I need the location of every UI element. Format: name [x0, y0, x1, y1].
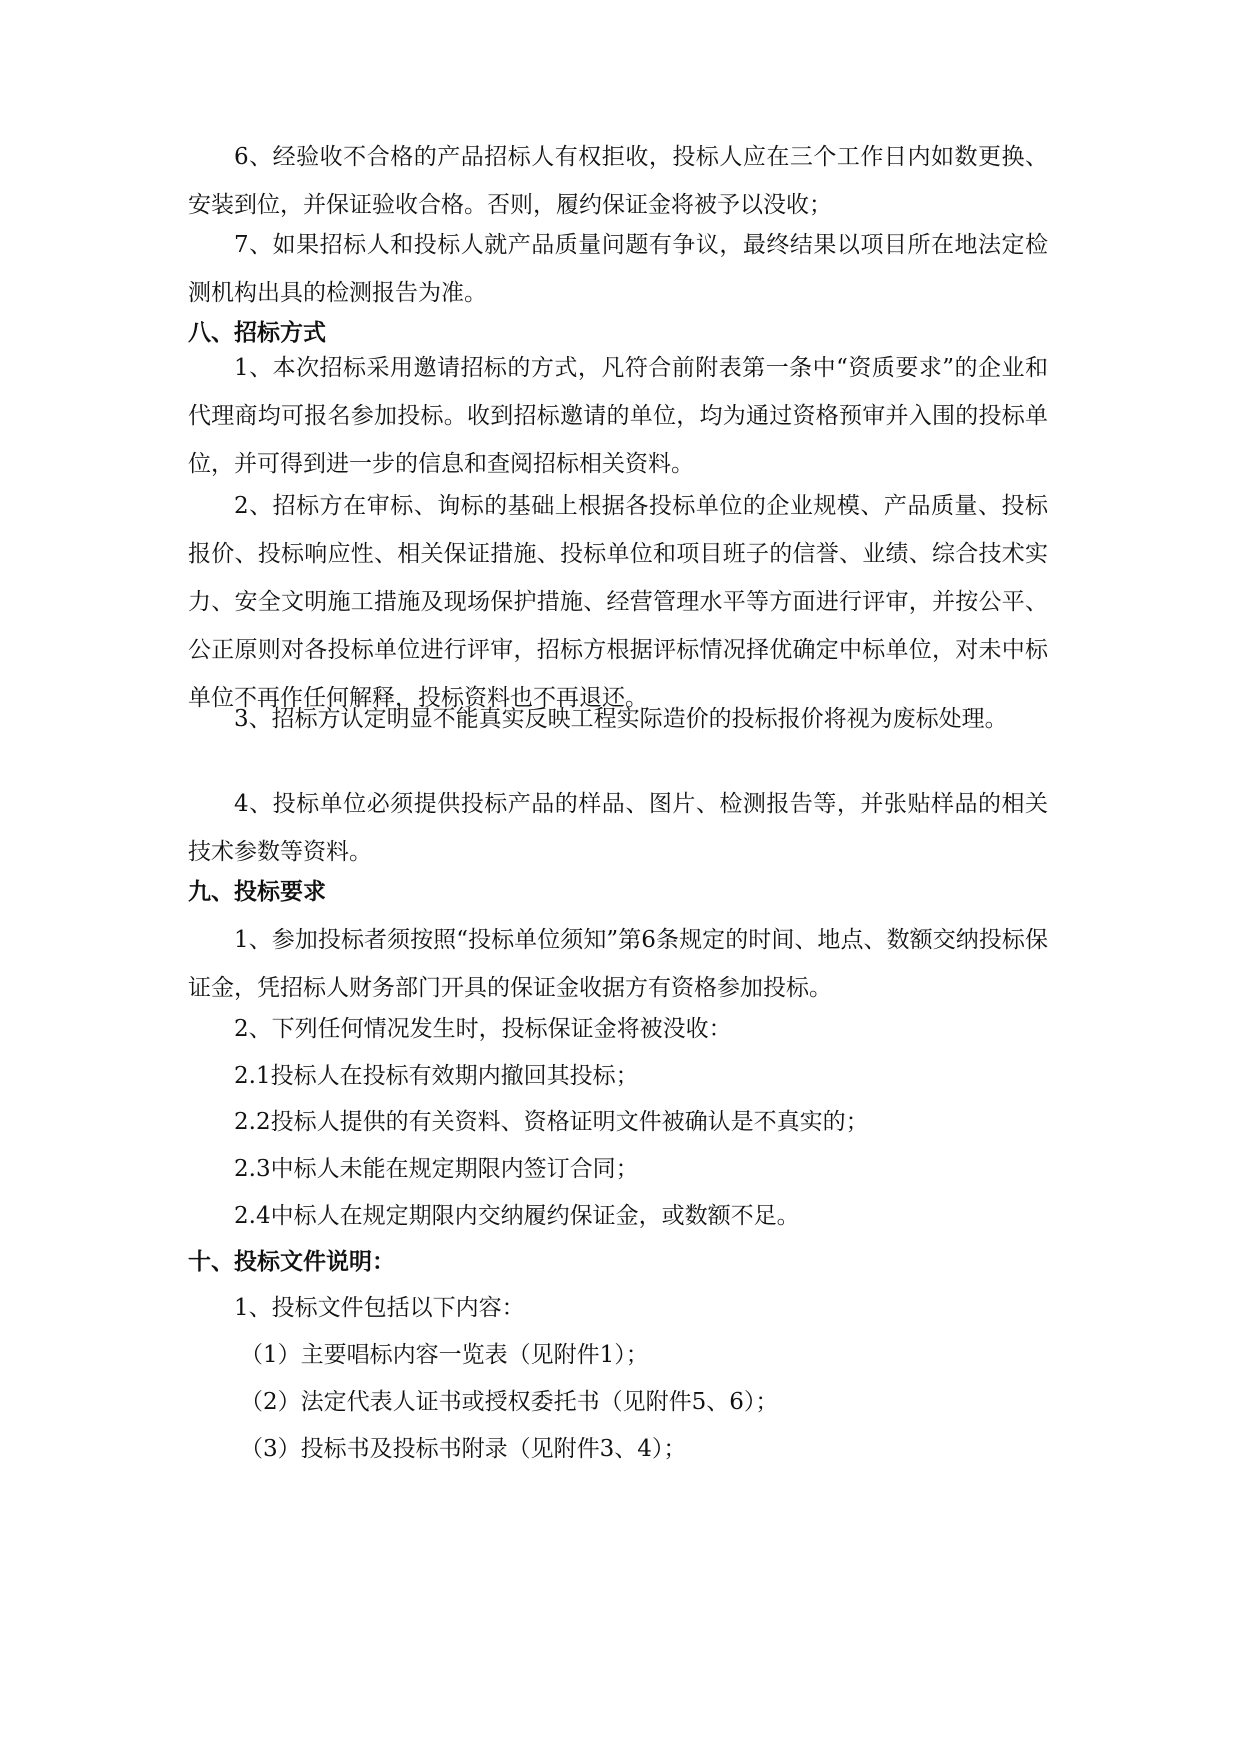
section-9-item-1: 1、参加投标者须按照“投标单位须知”第6条规定的时间、地点、数额交纳投标保证金，凭招标人财务部门开具的保证金收据方有资格参加投标。 [188, 927, 1048, 1001]
section-8-item-3: 3、招标方认定明显不能真实反映工程实际造价的投标报价将视为废标处理。 [234, 706, 1008, 732]
section-heading-9: 九、投标要求 [188, 879, 326, 905]
section-8-item-1: 1、本次招标采用邀请招标的方式，凡符合前附表第一条中“资质要求”的企业和代理商均可报名参加投标。收到招标邀请的单位，均为通过资格预审并入围的投标单位，并可得到进一步的信息和查阅招标相关资料。 [188, 355, 1048, 477]
section-10-item-1-1: （1）主要唱标内容一览表（见附件1）； [240, 1342, 649, 1368]
section-9-item-2-1: 2.1投标人在投标有效期内撤回其投标； [234, 1063, 639, 1089]
section-9-item-2-2: 2.2投标人提供的有关资料、资格证明文件被确认是不真实的； [234, 1109, 869, 1135]
section-10-item-1-2: （2）法定代表人证书或授权委托书（见附件5、6）； [240, 1389, 779, 1415]
section-heading-8: 八、招标方式 [188, 320, 326, 346]
section-10-item-1: 1、投标文件包括以下内容： [234, 1295, 525, 1321]
paragraph-6: 6、经验收不合格的产品招标人有权拒收，投标人应在三个工作日内如数更换、安装到位，并保证验收合格。否则，履约保证金将被予以没收； [188, 144, 1048, 218]
paragraph-7: 7、如果招标人和投标人就产品质量问题有争议，最终结果以项目所在地法定检测机构出具的检测报告为准。 [188, 232, 1048, 306]
section-heading-10: 十、投标文件说明： [188, 1249, 395, 1275]
section-9-item-2: 2、下列任何情况发生时，投标保证金将被没收： [234, 1016, 732, 1042]
section-10-item-1-3: （3）投标书及投标书附录（见附件3、4）； [240, 1436, 687, 1462]
section-8-item-2: 2、招标方在审标、询标的基础上根据各投标单位的企业规模、产品质量、投标报价、投标响应性、相关保证措施、投标单位和项目班子的信誉、业绩、综合技术实力、安全文明施工措施及现场保护措施、经营管理水平等方面进行评审，并按公平、公正原则对各投标单位进行评审，招标方根据评标情况择优确定中标单位，对未中标单位不再作任何解释，投标资料也不再退还。 [188, 493, 1048, 711]
section-9-item-2-3: 2.3中标人未能在规定期限内签订合同； [234, 1156, 639, 1182]
section-8-item-4: 4、投标单位必须提供投标产品的样品、图片、检测报告等，并张贴样品的相关技术参数等资料。 [188, 791, 1048, 865]
section-9-item-2-4: 2.4中标人在规定期限内交纳履约保证金，或数额不足。 [234, 1203, 800, 1229]
